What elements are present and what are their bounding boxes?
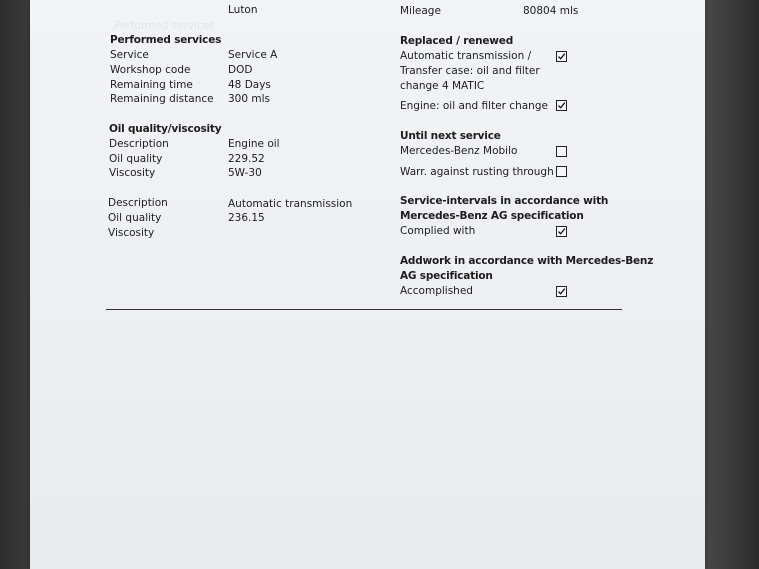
oil-quality-heading: Oil quality/viscosity	[109, 123, 222, 135]
remaining-distance-value: 300 mls	[228, 93, 270, 105]
checkmark-icon	[557, 52, 566, 61]
remaining-time-label: Remaining time	[110, 79, 193, 91]
until-next-item1-checkbox[interactable]	[556, 146, 567, 157]
mileage-value: 80804 mls	[523, 5, 579, 17]
replaced-item1-line1: Automatic transmission /	[400, 50, 532, 62]
mileage-label: Mileage	[400, 5, 441, 17]
until-next-item2-checkbox[interactable]	[556, 166, 567, 177]
addwork-item-checkbox[interactable]	[556, 286, 567, 297]
oil1-viscosity-label: Viscosity	[109, 167, 156, 179]
show-through-text: Performed services	[114, 20, 215, 32]
oil2-viscosity-label: Viscosity	[108, 227, 155, 239]
oil1-quality-value: 229.52	[228, 153, 265, 165]
performed-services-heading: Performed services	[110, 34, 222, 46]
intervals-item-checkbox[interactable]	[556, 226, 567, 237]
addwork-heading-line2: AG specification	[400, 270, 493, 282]
section-divider	[106, 309, 622, 310]
addwork-heading-line1: Addwork in accordance with Mercedes-Benz	[400, 255, 654, 267]
addwork-item-label: Accomplished	[400, 285, 473, 297]
intervals-heading-line2: Mercedes-Benz AG specification	[400, 210, 584, 222]
checkmark-icon	[557, 287, 566, 296]
oil1-description-label: Description	[109, 138, 169, 150]
oil1-quality-label: Oil quality	[109, 153, 163, 165]
background-left	[0, 0, 30, 569]
service-label: Service	[110, 49, 149, 61]
oil2-description-label: Description	[108, 197, 168, 209]
replaced-item1-checkbox[interactable]	[556, 51, 567, 62]
oil1-viscosity-value: 5W-30	[228, 167, 262, 179]
oil2-quality-value: 236.15	[228, 212, 265, 224]
remaining-time-value: 48 Days	[228, 79, 271, 91]
intervals-heading-line1: Service-intervals in accordance with	[400, 195, 609, 207]
service-value: Service A	[228, 49, 278, 61]
intervals-item-label: Complied with	[400, 225, 476, 237]
oil2-description-value: Automatic transmission	[228, 198, 353, 210]
replaced-item1-line2: Transfer case: oil and filter	[400, 65, 540, 77]
checkmark-icon	[557, 101, 566, 110]
checkmark-icon	[557, 227, 566, 236]
replaced-item2-label: Engine: oil and filter change	[400, 100, 548, 112]
replaced-item2-checkbox[interactable]	[556, 100, 567, 111]
remaining-distance-label: Remaining distance	[110, 93, 214, 105]
oil1-description-value: Engine oil	[228, 138, 280, 150]
workshop-code-label: Workshop code	[110, 64, 191, 76]
service-document	[30, 0, 705, 569]
until-next-heading: Until next service	[400, 130, 501, 142]
replaced-item1-line3: change 4 MATIC	[400, 80, 485, 92]
top-left-value: Luton	[228, 4, 258, 16]
replaced-heading: Replaced / renewed	[400, 35, 514, 47]
oil2-quality-label: Oil quality	[108, 212, 162, 224]
until-next-item2-label: Warr. against rusting through	[400, 166, 554, 178]
workshop-code-value: DOD	[228, 64, 253, 76]
background-right	[705, 0, 759, 569]
until-next-item1-label: Mercedes-Benz Mobilo	[400, 145, 518, 157]
